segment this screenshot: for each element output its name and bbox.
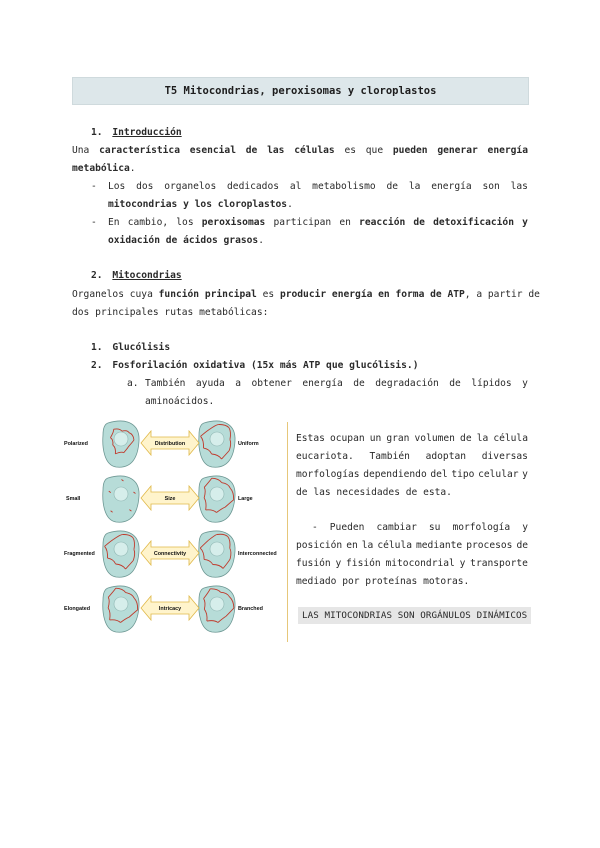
figure-arrow-label: Size bbox=[164, 496, 176, 502]
right-paragraph-2 bbox=[296, 519, 528, 591]
word: También bbox=[145, 378, 186, 389]
word: Estas bbox=[296, 433, 325, 444]
figure-arrow-label: Intricacy bbox=[158, 606, 182, 612]
word: de bbox=[460, 433, 472, 444]
word: mediante bbox=[416, 540, 463, 551]
word: de bbox=[516, 540, 528, 551]
word: característica bbox=[99, 145, 180, 156]
section2-heading bbox=[91, 267, 182, 285]
word: ayuda bbox=[195, 378, 225, 389]
section1-number: 1. bbox=[91, 127, 103, 138]
word: gran bbox=[386, 433, 410, 444]
word: lípidos bbox=[471, 378, 512, 389]
word: mitocondrial bbox=[385, 558, 455, 569]
word: participan bbox=[273, 217, 332, 228]
nucleus bbox=[210, 597, 224, 611]
word: En bbox=[108, 217, 120, 228]
section1-title: Introducción bbox=[112, 127, 182, 138]
word: obtener bbox=[251, 378, 292, 389]
figure-right-label: Large bbox=[238, 496, 253, 502]
bullet2-line2 bbox=[108, 232, 264, 250]
word: la bbox=[408, 181, 421, 192]
word: fisión bbox=[346, 558, 381, 569]
word: reacción bbox=[359, 217, 406, 228]
word: a bbox=[235, 378, 242, 389]
word: y bbox=[522, 217, 528, 228]
punctuation: . bbox=[129, 163, 136, 174]
word: célula bbox=[377, 540, 412, 551]
nucleus bbox=[114, 597, 128, 611]
word: las bbox=[267, 145, 285, 156]
text: es bbox=[256, 289, 280, 300]
word: Pueden bbox=[329, 522, 365, 533]
word: es bbox=[344, 145, 356, 156]
intro-line2 bbox=[72, 160, 136, 178]
figure-left-label: Polarized bbox=[64, 441, 88, 447]
word: detoxificación bbox=[433, 217, 514, 228]
figure-right-label: Interconnected bbox=[238, 551, 277, 557]
sublist-letter: a. bbox=[127, 378, 139, 389]
word: dos bbox=[136, 181, 154, 192]
text: función principal bbox=[158, 289, 257, 300]
word: pueden bbox=[392, 145, 428, 156]
word: - bbox=[312, 522, 318, 533]
word: y bbox=[335, 558, 342, 569]
sublist-line1 bbox=[145, 375, 528, 393]
word: mitocondrias y los cloroplastos bbox=[108, 199, 288, 210]
page-title: T5 Mitocondrias, peroxisomas y cloroplastos bbox=[164, 85, 437, 97]
list-number: 2. bbox=[91, 360, 103, 371]
word: dedicados bbox=[227, 181, 280, 192]
right-paragraph-1 bbox=[296, 430, 528, 502]
word: en bbox=[346, 540, 358, 551]
word: de bbox=[386, 181, 399, 192]
word: organelos bbox=[164, 181, 217, 192]
word: de bbox=[413, 217, 425, 228]
nucleus bbox=[210, 542, 224, 556]
word: de bbox=[245, 145, 258, 156]
word: célula bbox=[493, 433, 528, 444]
word: tipo bbox=[451, 469, 475, 480]
word: diversas bbox=[481, 451, 528, 462]
word: También bbox=[369, 451, 410, 462]
word: del bbox=[430, 469, 448, 480]
word: la bbox=[361, 540, 374, 551]
word: Una bbox=[72, 145, 90, 156]
word: morfología bbox=[452, 522, 511, 533]
word: adoptan bbox=[425, 451, 467, 462]
word: energía bbox=[487, 145, 528, 156]
word: los bbox=[176, 217, 194, 228]
punctuation: . bbox=[287, 199, 293, 210]
bullet1-line2 bbox=[108, 196, 293, 214]
word: y bbox=[522, 522, 528, 533]
word: mediado por proteínas motoras. bbox=[296, 576, 470, 587]
word: degradación bbox=[375, 378, 439, 389]
word: energía bbox=[302, 378, 343, 389]
word: ocupan bbox=[329, 433, 365, 444]
word: de las necesidades de esta. bbox=[296, 487, 452, 498]
word: posición bbox=[296, 540, 343, 551]
word: esencial bbox=[189, 145, 236, 156]
text: producir energía en forma de ATP bbox=[279, 289, 465, 300]
figure-right-label: Uniform bbox=[238, 441, 259, 447]
sublist-line2: aminoácidos. bbox=[145, 396, 215, 407]
bullet2-line1 bbox=[108, 214, 528, 232]
word: y bbox=[522, 469, 528, 480]
word: transporte bbox=[470, 558, 528, 569]
word: peroxisomas bbox=[201, 217, 266, 228]
bullet-dash: - bbox=[91, 181, 97, 192]
figure-left-label: Fragmented bbox=[64, 551, 95, 557]
paragraph-line bbox=[296, 484, 528, 502]
word: volumen bbox=[414, 433, 455, 444]
word: dependiendo bbox=[363, 469, 427, 480]
word: que bbox=[365, 145, 384, 156]
paragraph-line bbox=[296, 573, 528, 591]
nucleus bbox=[114, 542, 128, 556]
paragraph-line bbox=[296, 555, 528, 573]
bullet-dash: - bbox=[91, 217, 97, 228]
figure-arrow-label: Connectivity bbox=[153, 551, 187, 557]
word: un bbox=[369, 433, 382, 444]
word: oxidación de ácidos grasos bbox=[108, 235, 259, 246]
paragraph-line bbox=[296, 519, 528, 537]
nucleus bbox=[210, 487, 224, 501]
list-item-1 bbox=[91, 339, 170, 357]
text: , a partir de bbox=[464, 289, 540, 300]
figure-left-label: Elongated bbox=[64, 606, 91, 612]
highlight-statement: LAS MITOCONDRIAS SON ORGÁNULOS DINÁMICOS bbox=[298, 607, 531, 624]
title-box bbox=[72, 77, 529, 105]
word: procesos bbox=[466, 540, 513, 551]
word: energía bbox=[431, 181, 472, 192]
paragraph-line bbox=[296, 466, 528, 484]
word: morfologías bbox=[296, 469, 360, 480]
nucleus bbox=[210, 432, 224, 446]
list-text: Fosforilación oxidativa (15x más ATP que glucólisis.) bbox=[112, 360, 419, 371]
word: de bbox=[449, 378, 461, 389]
word: cambiar bbox=[376, 522, 417, 533]
mito-paragraph-line1 bbox=[72, 286, 540, 304]
word: fusión bbox=[296, 558, 331, 569]
word: cambio, bbox=[127, 217, 169, 228]
figure-right-label: Branched bbox=[238, 606, 263, 612]
section2-number: 2. bbox=[91, 270, 103, 281]
word: su bbox=[428, 522, 441, 533]
word: la bbox=[476, 433, 489, 444]
column-divider bbox=[287, 422, 288, 642]
mito-paragraph-line2: dos principales rutas metabólicas: bbox=[72, 307, 269, 318]
word: al bbox=[289, 181, 302, 192]
word: metabolismo bbox=[312, 181, 376, 192]
word: las bbox=[510, 181, 528, 192]
word: y bbox=[459, 558, 466, 569]
paragraph-line bbox=[296, 448, 528, 466]
section2-title: Mitocondrias bbox=[112, 270, 182, 281]
punctuation: . bbox=[258, 235, 264, 246]
intro-line1 bbox=[72, 142, 528, 160]
bullet1-line1 bbox=[108, 178, 528, 196]
list-number: 1. bbox=[91, 342, 103, 353]
word: células bbox=[294, 145, 335, 156]
list-item-2 bbox=[91, 357, 418, 375]
figure-arrow-label: Distribution bbox=[154, 441, 186, 447]
word: en bbox=[339, 217, 351, 228]
nucleus bbox=[114, 487, 128, 501]
word: son bbox=[482, 181, 500, 192]
figure-left-label: Small bbox=[66, 496, 81, 502]
paragraph-line bbox=[296, 537, 528, 555]
word: generar bbox=[437, 145, 478, 156]
word: eucariota. bbox=[296, 451, 354, 462]
word: Los bbox=[108, 181, 126, 192]
word: metabólica bbox=[72, 163, 130, 174]
nucleus bbox=[114, 432, 128, 446]
word: de bbox=[353, 378, 365, 389]
list-text: Glucólisis bbox=[112, 342, 171, 353]
word: celular bbox=[478, 469, 519, 480]
paragraph-line bbox=[296, 430, 528, 448]
section1-heading bbox=[91, 124, 182, 142]
text: Organelos cuya bbox=[72, 289, 159, 300]
word: y bbox=[522, 378, 528, 389]
mitochondria-morphology-figure bbox=[60, 415, 285, 645]
